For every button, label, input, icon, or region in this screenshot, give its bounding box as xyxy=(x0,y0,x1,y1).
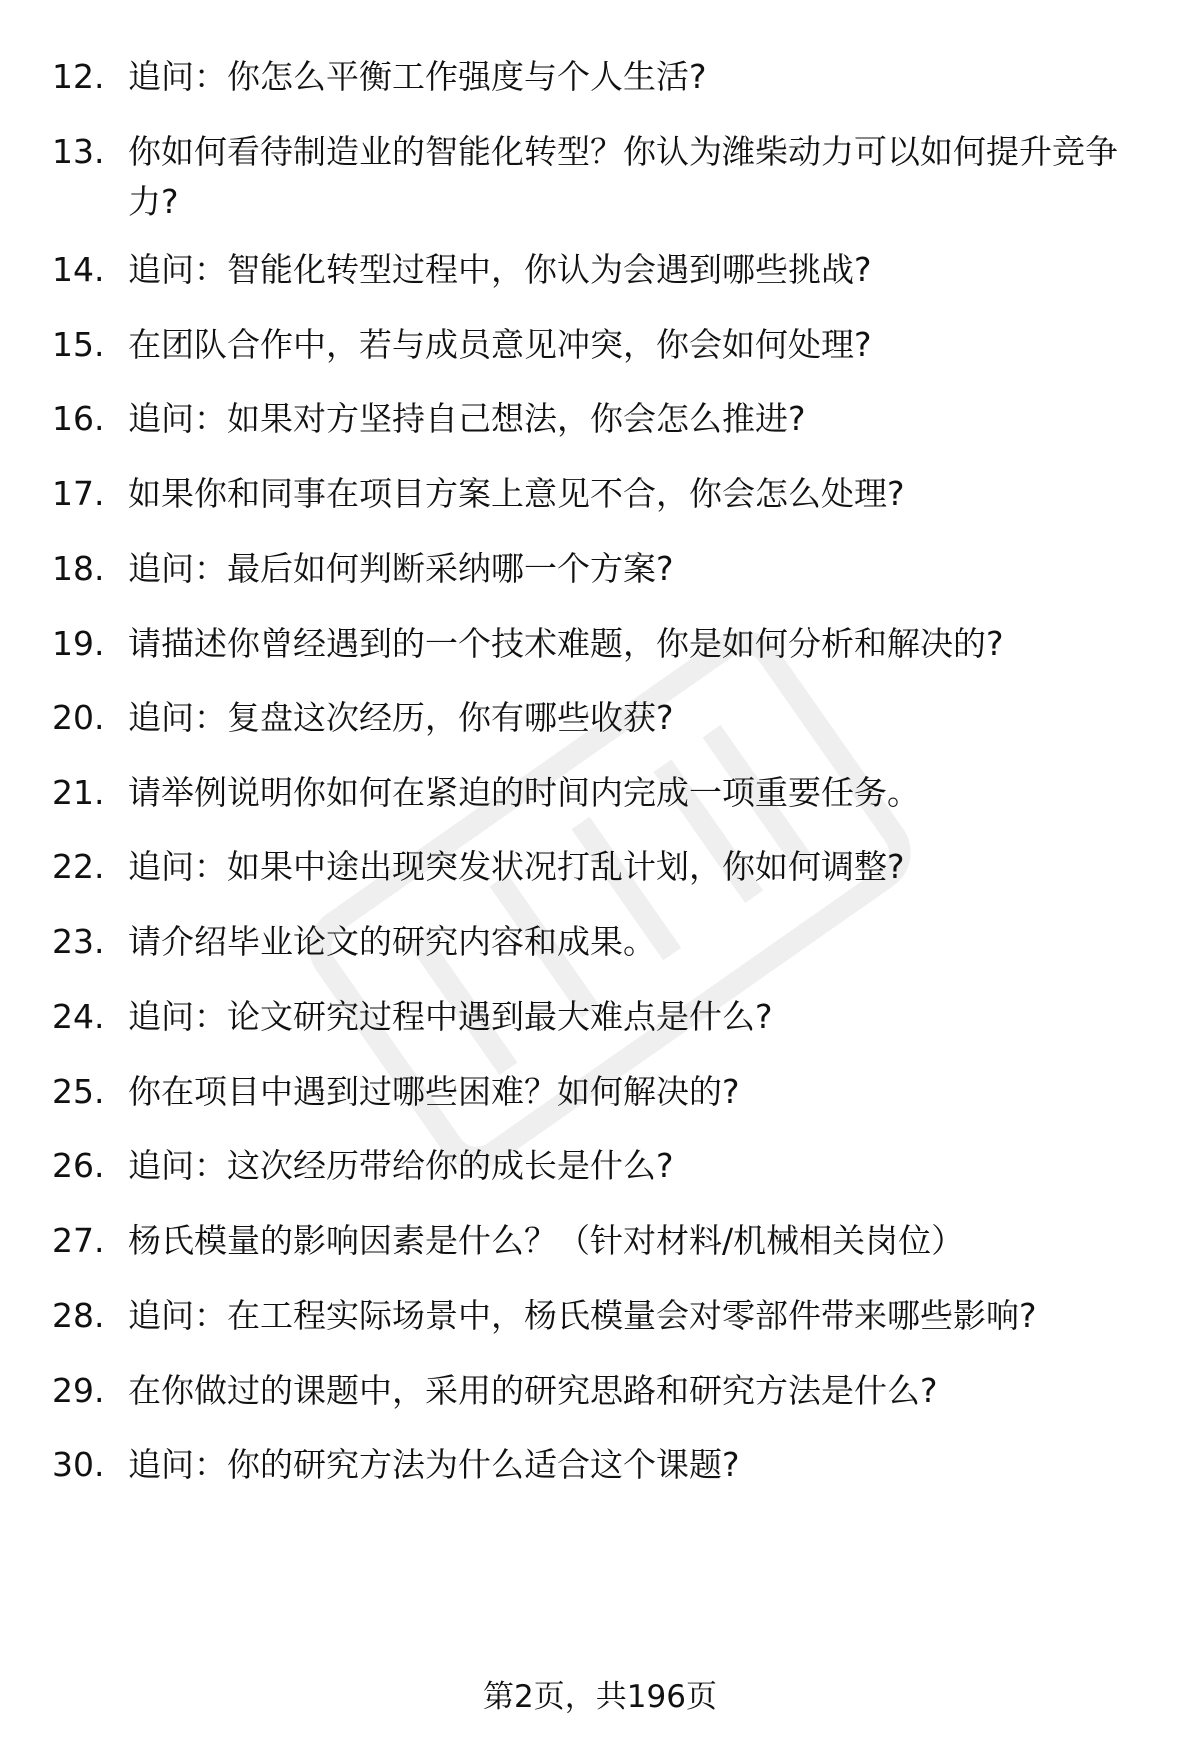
item-text: 你在项目中遇到过哪些困难？如何解决的? xyxy=(128,1072,740,1111)
item-text: 追问：你的研究方法为什么适合这个课题? xyxy=(128,1445,740,1484)
item-number: 19. xyxy=(52,624,105,663)
item-number: 14. xyxy=(52,250,105,289)
item-number: 27. xyxy=(52,1221,105,1260)
item-text: 请描述你曾经遇到的一个技术难题，你是如何分析和解决的? xyxy=(128,624,1004,663)
item-number: 22. xyxy=(52,847,105,886)
item-number: 20. xyxy=(52,698,105,737)
item-number: 12. xyxy=(52,57,105,96)
item-number: 13. xyxy=(52,132,105,171)
item-number: 23. xyxy=(52,922,105,961)
page-number: 第2页，共196页 xyxy=(483,1679,717,1715)
item-text: 追问：最后如何判断采纳哪一个方案? xyxy=(128,549,674,588)
item-text: 请介绍毕业论文的研究内容和成果。 xyxy=(128,922,656,961)
item-number: 21. xyxy=(52,773,105,812)
item-number: 17. xyxy=(52,474,105,513)
item-number: 28. xyxy=(52,1296,105,1335)
item-text: 在团队合作中，若与成员意见冲突，你会如何处理? xyxy=(128,325,872,364)
item-text: 追问：这次经历带给你的成长是什么? xyxy=(128,1146,674,1185)
item-text: 追问：如果对方坚持自己想法，你会怎么推进? xyxy=(128,399,806,438)
item-number: 30. xyxy=(52,1445,105,1484)
item-text: 追问：复盘这次经历，你有哪些收获? xyxy=(128,698,674,737)
item-text: 你如何看待制造业的智能化转型？你认为潍柴动力可以如何提升竞争力? xyxy=(128,132,1118,221)
item-number: 26. xyxy=(52,1146,105,1185)
item-number: 29. xyxy=(52,1371,105,1410)
item-number: 24. xyxy=(52,997,105,1036)
item-text: 在你做过的课题中，采用的研究思路和研究方法是什么? xyxy=(128,1371,938,1410)
item-text: 追问：论文研究过程中遇到最大难点是什么? xyxy=(128,997,773,1036)
item-text: 追问：在工程实际场景中，杨氏模量会对零部件带来哪些影响? xyxy=(128,1296,1037,1335)
item-text: 追问：智能化转型过程中，你认为会遇到哪些挑战? xyxy=(128,250,872,289)
item-number: 16. xyxy=(52,399,105,438)
item-text: 追问：你怎么平衡工作强度与个人生活? xyxy=(128,57,707,96)
item-text: 如果你和同事在项目方案上意见不合，你会怎么处理? xyxy=(128,474,905,513)
item-number: 25. xyxy=(52,1072,105,1111)
item-number: 15. xyxy=(52,325,105,364)
item-text: 请举例说明你如何在紧迫的时间内完成一项重要任务。 xyxy=(128,773,920,812)
item-number: 18. xyxy=(52,549,105,588)
item-text: 杨氏模量的影响因素是什么？（针对材料/机械相关岗位） xyxy=(128,1221,965,1260)
item-text: 追问：如果中途出现突发状况打乱计划，你如何调整? xyxy=(128,847,905,886)
